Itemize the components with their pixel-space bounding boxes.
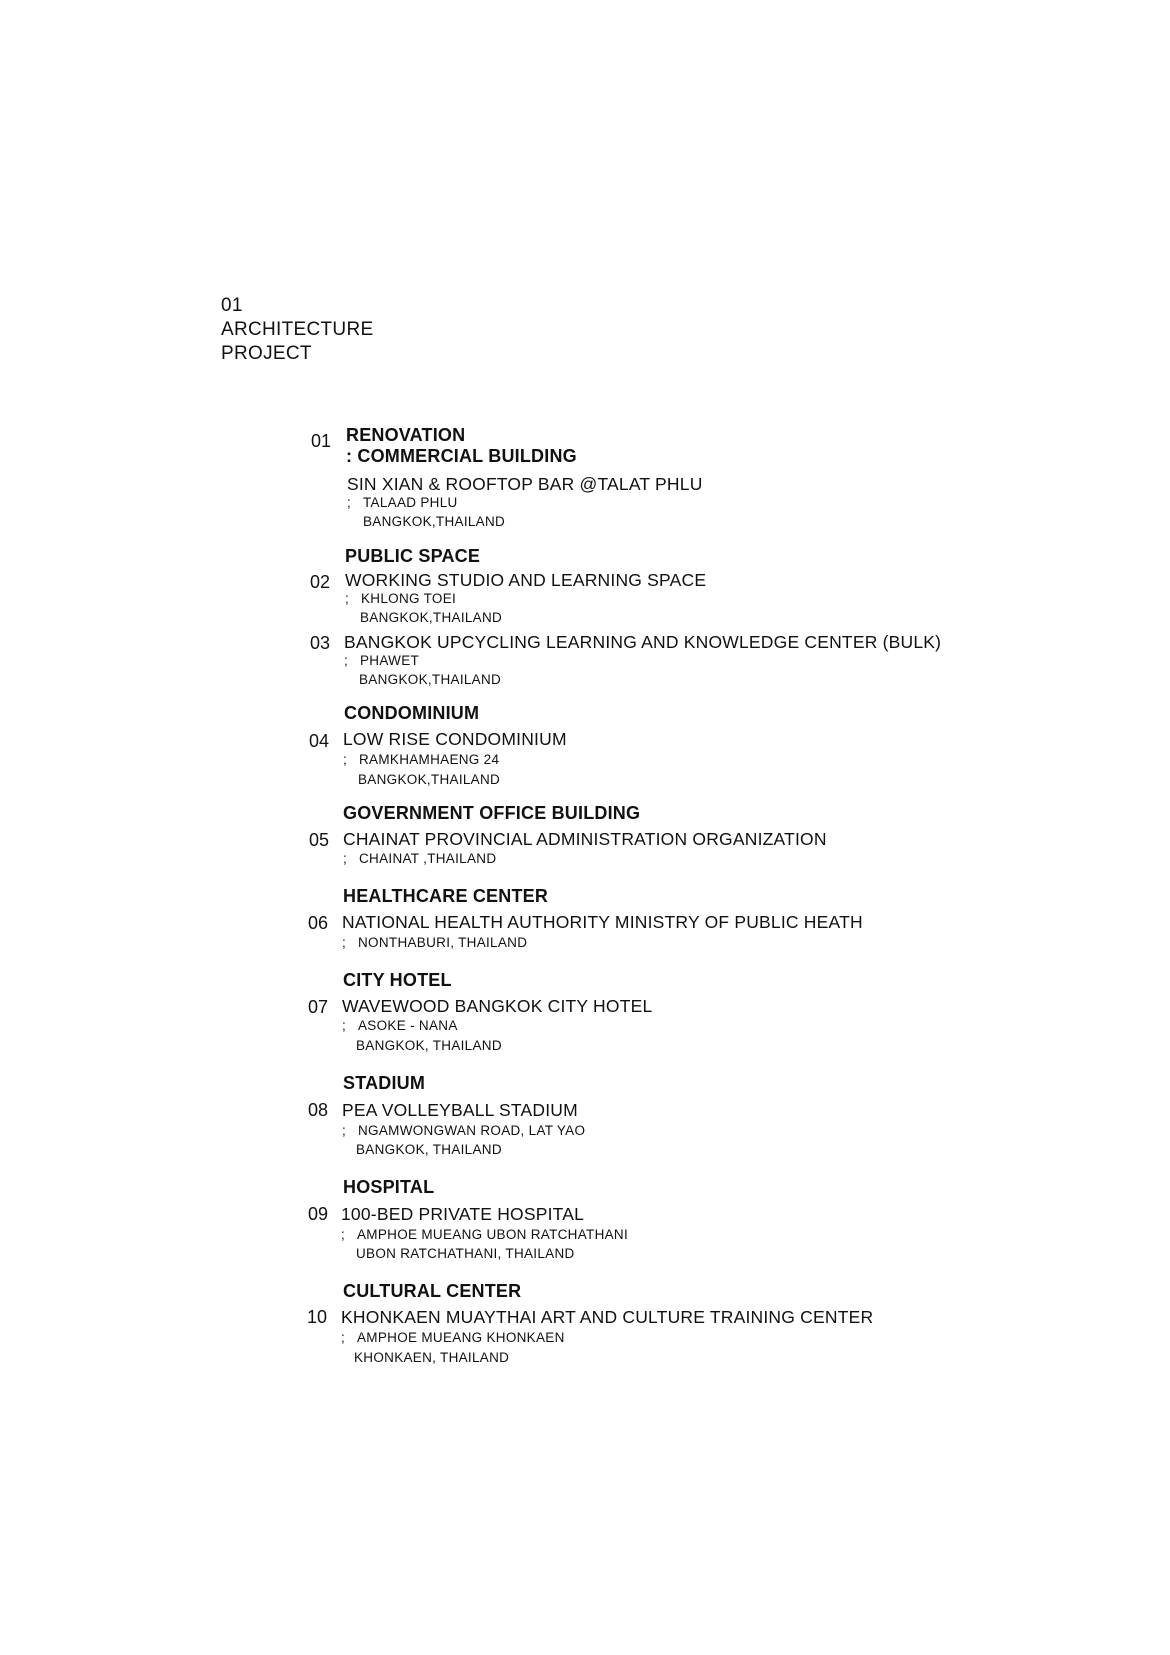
project-number: 08	[308, 1100, 329, 1120]
project-location	[343, 849, 496, 868]
project-number: 03	[310, 633, 331, 653]
project-title: NATIONAL HEALTH AUTHORITY MINISTRY OF PUBLIC HEATH	[342, 912, 863, 932]
section-number: 01	[221, 295, 243, 316]
section-title-line-2: PROJECT	[221, 343, 312, 364]
category-heading: RENOVATION	[346, 425, 466, 445]
project-number: 10	[307, 1307, 328, 1327]
location-separator: ;	[345, 591, 350, 606]
location-line-2: BANGKOK,THAILAND	[358, 772, 501, 787]
location-separator: ;	[347, 495, 352, 510]
project-location	[342, 1016, 458, 1035]
section-header	[221, 294, 373, 366]
project-number: 01	[311, 431, 332, 451]
location-separator: ;	[341, 1227, 346, 1242]
location-line-2: BANGKOK,THAILAND	[360, 610, 503, 625]
location-line-2: BANGKOK, THAILAND	[356, 1038, 502, 1053]
category-heading: PUBLIC SPACE	[345, 546, 481, 566]
project-title: SIN XIAN & ROOFTOP BAR @TALAT PHLU	[347, 474, 703, 494]
project-location	[345, 589, 456, 608]
location-separator: ;	[344, 653, 349, 668]
project-title: BANGKOK UPCYCLING LEARNING AND KNOWLEDGE CENTER (BULK)	[344, 632, 942, 652]
category-subheading: : COMMERCIAL BUILDING	[346, 446, 577, 466]
location-separator: ;	[341, 1330, 346, 1345]
project-title: PEA VOLLEYBALL STADIUM	[342, 1100, 578, 1120]
location-line-1: AMPHOE MUEANG KHONKAEN	[357, 1330, 565, 1345]
location-line-1: KHLONG TOEI	[361, 591, 457, 606]
project-location	[342, 1121, 585, 1140]
project-number: 06	[308, 913, 329, 933]
location-separator: ;	[342, 1123, 347, 1138]
location-line-2: BANGKOK,THAILAND	[359, 672, 502, 687]
project-number: 09	[308, 1204, 329, 1224]
project-title: 100-BED PRIVATE HOSPITAL	[341, 1204, 585, 1224]
location-line-2: BANGKOK, THAILAND	[356, 1142, 502, 1157]
location-separator: ;	[342, 935, 347, 950]
project-location	[342, 933, 527, 952]
project-number: 05	[309, 830, 330, 850]
location-line-2: UBON RATCHATHANI, THAILAND	[356, 1246, 575, 1261]
project-title: WORKING STUDIO AND LEARNING SPACE	[345, 570, 707, 590]
project-location	[343, 750, 499, 769]
project-title: KHONKAEN MUAYTHAI ART AND CULTURE TRAINING CENTER	[341, 1307, 874, 1327]
project-title: LOW RISE CONDOMINIUM	[343, 729, 567, 749]
location-line-1: TALAAD PHLU	[363, 495, 458, 510]
location-line-1: ASOKE - NANA	[358, 1018, 458, 1033]
project-location	[344, 651, 419, 670]
category-heading: CONDOMINIUM	[344, 703, 480, 723]
location-line-1: NONTHABURI, THAILAND	[358, 935, 528, 950]
section-title-line-1: ARCHITECTURE	[221, 319, 374, 340]
location-separator: ;	[342, 1018, 347, 1033]
location-line-2: BANGKOK,THAILAND	[363, 514, 506, 529]
project-title: WAVEWOOD BANGKOK CITY HOTEL	[342, 996, 653, 1016]
project-number: 04	[309, 731, 330, 751]
location-line-1: CHAINAT ,THAILAND	[359, 851, 497, 866]
location-line-1: PHAWET	[360, 653, 420, 668]
project-location	[347, 493, 458, 512]
project-title: CHAINAT PROVINCIAL ADMINISTRATION ORGANIZATION	[343, 829, 827, 849]
category-heading: CULTURAL CENTER	[343, 1281, 522, 1301]
project-number: 02	[310, 572, 331, 592]
project-number: 07	[308, 997, 329, 1017]
location-line-1: NGAMWONGWAN ROAD, LAT YAO	[358, 1123, 586, 1138]
location-separator: ;	[343, 752, 348, 767]
project-location	[341, 1225, 628, 1244]
category-heading: HOSPITAL	[343, 1177, 435, 1197]
project-location	[341, 1328, 565, 1347]
location-line-2: KHONKAEN, THAILAND	[354, 1350, 510, 1365]
location-separator: ;	[343, 851, 348, 866]
category-heading: STADIUM	[343, 1073, 426, 1093]
category-heading: GOVERNMENT OFFICE BUILDING	[343, 803, 641, 823]
location-line-1: RAMKHAMHAENG 24	[359, 752, 500, 767]
category-heading: HEALTHCARE CENTER	[343, 886, 549, 906]
location-line-1: AMPHOE MUEANG UBON RATCHATHANI	[357, 1227, 629, 1242]
category-heading: CITY HOTEL	[343, 970, 452, 990]
